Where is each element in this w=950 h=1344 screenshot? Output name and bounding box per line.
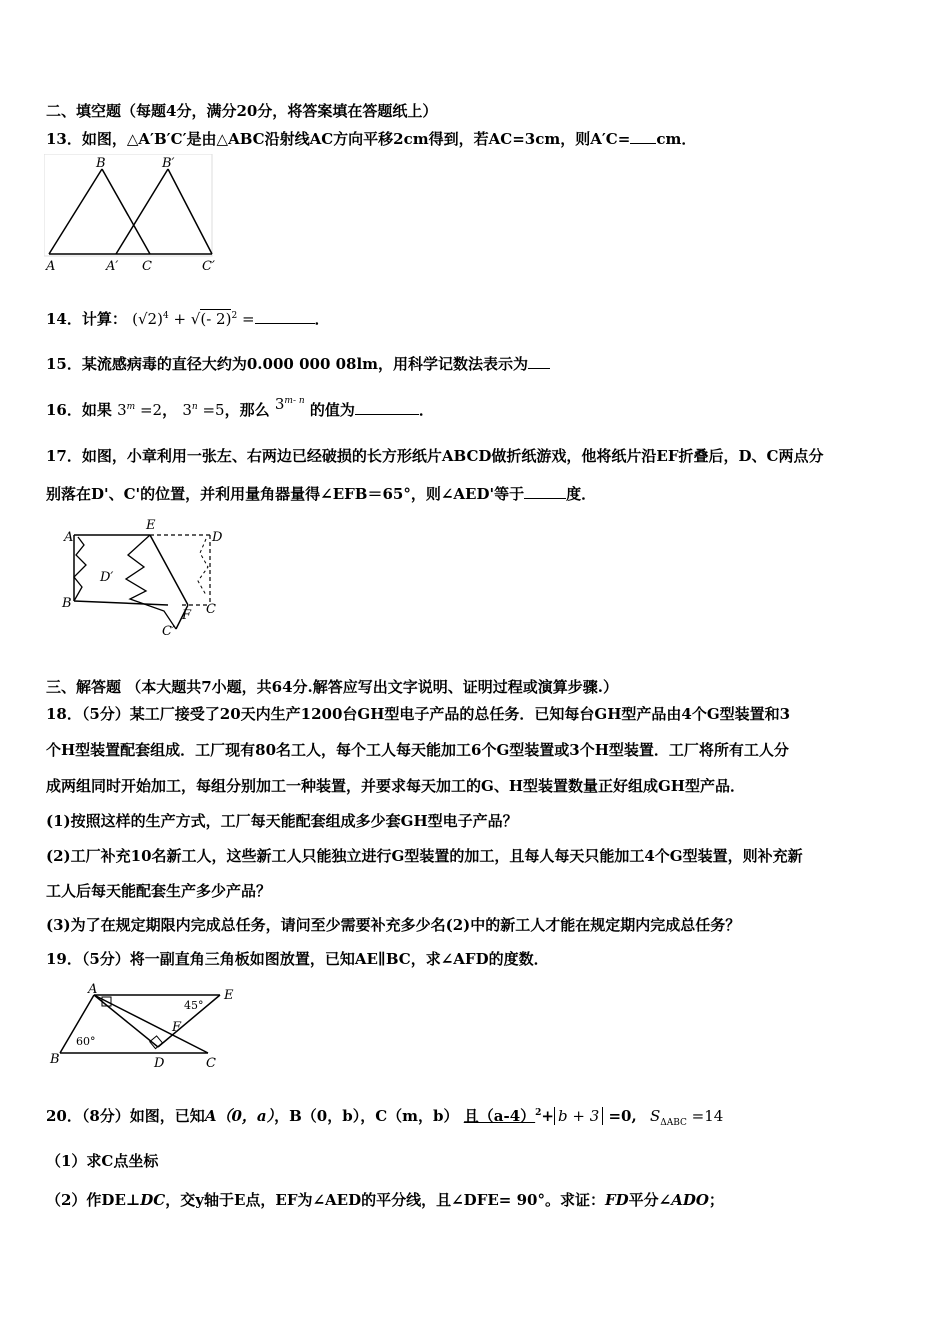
question-18-part-3: (3)为了在规定期限内完成总任务，请问至少需要补充多少名(2)中的新工人才能在规定期内完成总任务？ [46, 916, 741, 934]
edge-AB [49, 169, 102, 254]
question-20-part-2: （2）作DE⊥DC，交y轴于E点，EF为∠AED的平分线，且∠DFE= 90°。求证：FD平分∠ADO； [46, 1191, 724, 1209]
label-C: C [206, 602, 216, 617]
answer-blank[interactable] [524, 482, 566, 499]
question-20: 20．（8分）如图，已知A（0，a），B（0，b），C（m，b） 且$(a-4)^2+ b + 3 =0$, $S_{\Delta ABC} =14$ [46, 1107, 724, 1128]
label-A: A [64, 530, 74, 545]
question-18-line-2: 个H型装置配套组成．工厂现有80名工人，每个工人每天能加工6个G型装置或3个H型装置．工厂将所有工人分 [46, 741, 789, 759]
label-E: E [146, 518, 156, 533]
q17-folding-figure [60, 515, 240, 645]
label-F: F [182, 608, 192, 623]
label-C-prime: C′ [202, 259, 215, 274]
question-14: 14．计算： $(√2)^4$ + √(- 2)$^2$ = ． [46, 305, 910, 330]
edge-BF [74, 601, 168, 605]
section-2-title: 二、填空题（每题4分，满分20分，将答案填在答题纸上） [46, 102, 438, 120]
label-B-prime: B′ [162, 156, 175, 171]
fold-line-EF [150, 535, 188, 605]
question-18-part-1: (1)按照这样的生产方式，工厂每天能配套组成多少套GH型电子产品？ [46, 812, 518, 830]
label-D: D [212, 530, 223, 545]
label-C: C [142, 259, 152, 274]
edge-AD [94, 995, 158, 1047]
section-3-title: 三、解答题 （本大题共7小题，共64分.解答应写出文字说明、证明过程或演算步骤.） [46, 678, 618, 696]
answer-blank[interactable] [630, 127, 656, 144]
question-18-part-2-line-1: (2)工厂补充10名新工人，这些新工人只能独立进行G型装置的加工，且每人每天只能加工4个G型装置，则补充新 [46, 847, 803, 865]
q19-triangle-figure [48, 983, 238, 1073]
question-17-line-1: 17．如图，小章利用一张左、右两边已经破损的长方形纸片ABCD做折纸游戏，他将纸片沿EF折叠后，D、C两点分 [46, 447, 824, 465]
label-A: A [46, 259, 56, 274]
label-B: B [96, 156, 106, 171]
broken-edge-right [198, 539, 208, 595]
question-18-part-2-line-2: 工人后每天能配套生产多少产品？ [46, 882, 272, 900]
angle-60: 60° [76, 1035, 96, 1048]
folded-part-broken-edge [126, 535, 176, 629]
question-16: 16．如果 3$^m$ =2， 3$^n$ =5，那么 3$^{m- n}$ 的值为 ． [46, 395, 434, 419]
label-C-prime: C′ [162, 624, 175, 639]
answer-blank[interactable] [255, 307, 315, 324]
label-E: E [224, 988, 234, 1003]
label-C: C [206, 1056, 216, 1071]
label-F: F [172, 1020, 182, 1035]
label-A-prime: A′ [106, 259, 119, 274]
question-13: 13．如图，△A′B′C′是由△ABC沿射线AC方向平移2cm得到，若AC=3cm，则A′C= cm． [46, 127, 910, 150]
answer-blank[interactable] [528, 352, 550, 369]
angle-45: 45° [184, 999, 204, 1012]
label-D-prime: D′ [100, 570, 114, 585]
broken-edge-left [74, 537, 86, 601]
label-A: A [88, 983, 98, 997]
label-B: B [62, 596, 72, 611]
question-17-line-2: 别落在D'、C'的位置，并利用量角器量得∠EFB＝65°，则∠AED'等于 度． [46, 482, 910, 505]
math-expression: $(√2)^4$ + √(- 2)$^2$ = [132, 310, 255, 328]
question-18-line-1: 18．（5分）某工厂接受了20天内生产1200台GH型电子产品的总任务．已知每台GH型产品由4个G型装置和3 [46, 705, 791, 723]
question-20-part-1: （1）求C点坐标 [46, 1152, 159, 1170]
answer-blank[interactable] [355, 398, 419, 415]
label-D: D [154, 1056, 165, 1071]
q13-translation-figure [44, 154, 224, 274]
question-15: 15．某流感病毒的直径大约为0.000 000 08lm，用科学记数法表示为 [46, 352, 910, 375]
question-19: 19．（5分）将一副直角三角板如图放置，已知AE∥BC，求∠AFD的度数． [46, 950, 549, 968]
question-18-line-3: 成两组同时开始加工，每组分别加工一种装置，并要求每天加工的G、H型装置数量正好组成GH型产品． [46, 777, 745, 795]
label-B: B [50, 1052, 60, 1067]
edge-B2C2 [168, 169, 212, 254]
